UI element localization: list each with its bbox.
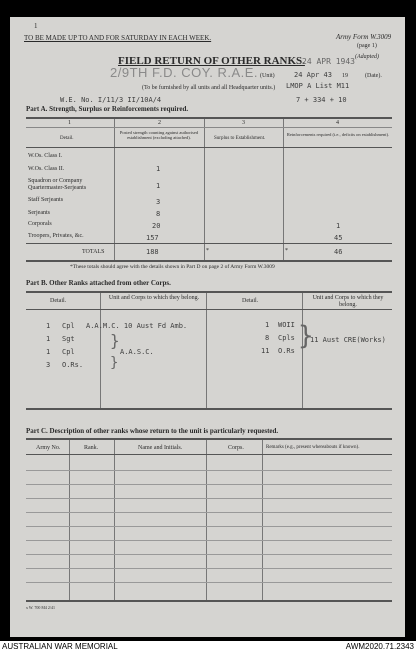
- part-c-header-name: Name and Initials.: [138, 445, 183, 451]
- attached-rank: O.Rs: [278, 347, 295, 355]
- part-a-bottom-rule: [26, 260, 392, 262]
- form-page: [10, 17, 405, 637]
- part-c-row-line: [26, 470, 392, 471]
- part-b-header-unit-right: Unit and Corps to which they belong.: [312, 295, 384, 308]
- unit-stamp: 2/9TH F.D. COY. R.A.E.: [110, 65, 259, 80]
- part-c-row-line: [26, 582, 392, 583]
- part-c-header-army-no: Army No.: [36, 445, 61, 451]
- part-b-header-detail-left: Detail.: [50, 298, 67, 304]
- attached-rank: Cpl: [62, 322, 75, 330]
- part-c-row-line: [26, 568, 392, 569]
- part-a-col-line-2: [204, 119, 205, 261]
- part-c-header-corps: Corps.: [228, 445, 244, 451]
- part-c-title: Part C. Description of other ranks whose return to the unit is particularly requested.: [26, 427, 279, 435]
- furnish-note: (To be furnished by all units and all Headquarter units.): [142, 85, 276, 91]
- part-a-number-rule: [26, 127, 392, 128]
- part-b-header-unit-left: Unit and Corps to which they belong.: [108, 295, 200, 301]
- col-header-reinf: Reinforcements required (i.e., deficits on establishment).: [286, 132, 390, 137]
- part-c-row-line: [26, 512, 392, 513]
- date-stamp: 24 APR 1943: [302, 57, 355, 66]
- part-b-title: Part B. Other Ranks attached from other Corps.: [26, 279, 171, 287]
- we-total: 7 + 334 + 10: [296, 96, 347, 104]
- attached-rank: Sgt: [62, 335, 75, 343]
- part-c-header-rule: [26, 454, 392, 455]
- row-detail: W.Os. Class I.: [28, 153, 63, 159]
- part-c-col-line-1: [69, 440, 70, 600]
- attached-count: 11: [261, 347, 270, 355]
- part-c-row-line: [26, 498, 392, 499]
- col-header-detail: Detail.: [60, 136, 74, 141]
- col-number-4: 4: [336, 120, 339, 126]
- totals-mark: *: [206, 248, 209, 254]
- part-b-header-detail-right: Detail.: [242, 298, 259, 304]
- adapted-note: (Adapted): [355, 54, 379, 60]
- row-posted: 3: [156, 198, 161, 206]
- attached-count: 8: [265, 334, 270, 342]
- part-c-col-line-4: [262, 440, 263, 600]
- attached-unit: A.A.M.C. 10 Aust Fd Amb.: [86, 322, 188, 330]
- we-number: W.E. No. I/11/3 II/10A/4: [60, 96, 162, 104]
- part-c-header-rank: Rank.: [84, 445, 99, 451]
- date-label: (Date).: [365, 73, 382, 79]
- attached-count: 1: [265, 321, 270, 329]
- part-b-col-line-1: [100, 293, 101, 408]
- part-a-col-line-1: [114, 119, 115, 261]
- totals-top-rule: [26, 243, 392, 244]
- attached-count: 1: [46, 348, 51, 356]
- row-posted: 1: [156, 182, 161, 190]
- col-number-3: 3: [242, 120, 245, 126]
- part-c-bottom-rule: [26, 600, 392, 602]
- part-a-title: Part A. Strength, Surplus or Reinforcements required.: [26, 105, 189, 113]
- row-posted: 1: [156, 165, 161, 173]
- row-posted: 20: [152, 222, 161, 230]
- attached-count: 1: [46, 322, 51, 330]
- archive-id: AWM2020.71.2343: [345, 642, 414, 651]
- part-b-bottom-rule: [26, 408, 392, 410]
- archive-footer: [0, 641, 416, 653]
- part-b-col-line-2: [206, 293, 207, 408]
- part-a-header-rule: [26, 147, 392, 148]
- location: LMOP A List M11: [286, 82, 350, 90]
- part-b-top-rule: [26, 291, 392, 293]
- part-c-row-line: [26, 540, 392, 541]
- part-c-col-line-2: [114, 440, 115, 600]
- attached-count: 1: [46, 335, 51, 343]
- row-detail: Corporals: [28, 221, 52, 227]
- row-detail: Squadron or Company Quartermaster-Serjeants: [28, 178, 87, 191]
- col-number-1: 1: [68, 120, 71, 126]
- date-typed: 24 Apr 43: [294, 71, 332, 79]
- part-c-header-remarks: Remarks (e.g., present whereabouts if known).: [266, 445, 360, 450]
- archive-name: AUSTRALIAN WAR MEMORIAL: [2, 642, 118, 651]
- attached-count: 3: [46, 361, 51, 369]
- week-note: TO BE MADE UP TO AND FOR SATURDAY IN EACH WEEK.: [24, 34, 212, 42]
- brace-left-lower: }: [110, 355, 119, 371]
- attached-rank: Cpls: [278, 334, 295, 342]
- row-detail: W.Os. Class II.: [28, 166, 65, 172]
- row-detail: Serjeants: [28, 210, 50, 216]
- totals-label: TOTALS: [82, 249, 105, 255]
- attached-unit-right: 11 Aust CRE(Works): [310, 336, 386, 344]
- part-c-row-line: [26, 526, 392, 527]
- col-header-surplus: Surplus to Establishment.: [214, 136, 266, 141]
- form-title: FIELD RETURN OF OTHER RANKS.: [118, 55, 305, 67]
- row-detail: Troopers, Privates, &c.: [28, 233, 84, 239]
- totals-note: *These totals should agree with the details shown in Part D on page 2 of Army Form W.3009: [70, 264, 275, 270]
- totals-posted: 188: [146, 248, 159, 256]
- col-number-2: 2: [158, 120, 161, 126]
- totals-surplus: *: [285, 248, 288, 254]
- part-a-top-rule: [26, 117, 392, 119]
- part-c-row-line: [26, 554, 392, 555]
- col-header-posted: Posted strength counting against authorised establishment (excluding attached).: [119, 130, 199, 141]
- attached-rank: WOII: [278, 321, 295, 329]
- attached-unit: A.A.S.C.: [120, 348, 154, 356]
- army-form-label: Army Form W.3009: [336, 33, 392, 41]
- row-posted: 8: [156, 210, 161, 218]
- part-a-col-line-3: [283, 119, 284, 261]
- attached-rank: Cpl: [62, 348, 75, 356]
- page-number: 1: [34, 22, 38, 30]
- attached-rank: O.Rs.: [62, 361, 84, 369]
- page-note: (page 1): [357, 43, 377, 49]
- year-prefix: 19: [342, 73, 348, 79]
- row-reinf: 45: [334, 234, 343, 242]
- brace-left: }: [110, 331, 120, 350]
- unit-label: (Unit): [260, 73, 275, 79]
- part-b-header-rule: [26, 309, 392, 310]
- row-posted: 157: [146, 234, 159, 242]
- part-c-top-rule: [26, 438, 392, 440]
- part-c-row-line: [26, 484, 392, 485]
- part-c-col-line-3: [206, 440, 207, 600]
- totals-reinf: 46: [334, 248, 343, 256]
- print-reference: x W. 700 M4 2/41: [26, 605, 56, 610]
- row-reinf: 1: [336, 222, 341, 230]
- brace-right: }: [298, 321, 314, 351]
- row-detail: Staff Serjeants: [28, 197, 64, 203]
